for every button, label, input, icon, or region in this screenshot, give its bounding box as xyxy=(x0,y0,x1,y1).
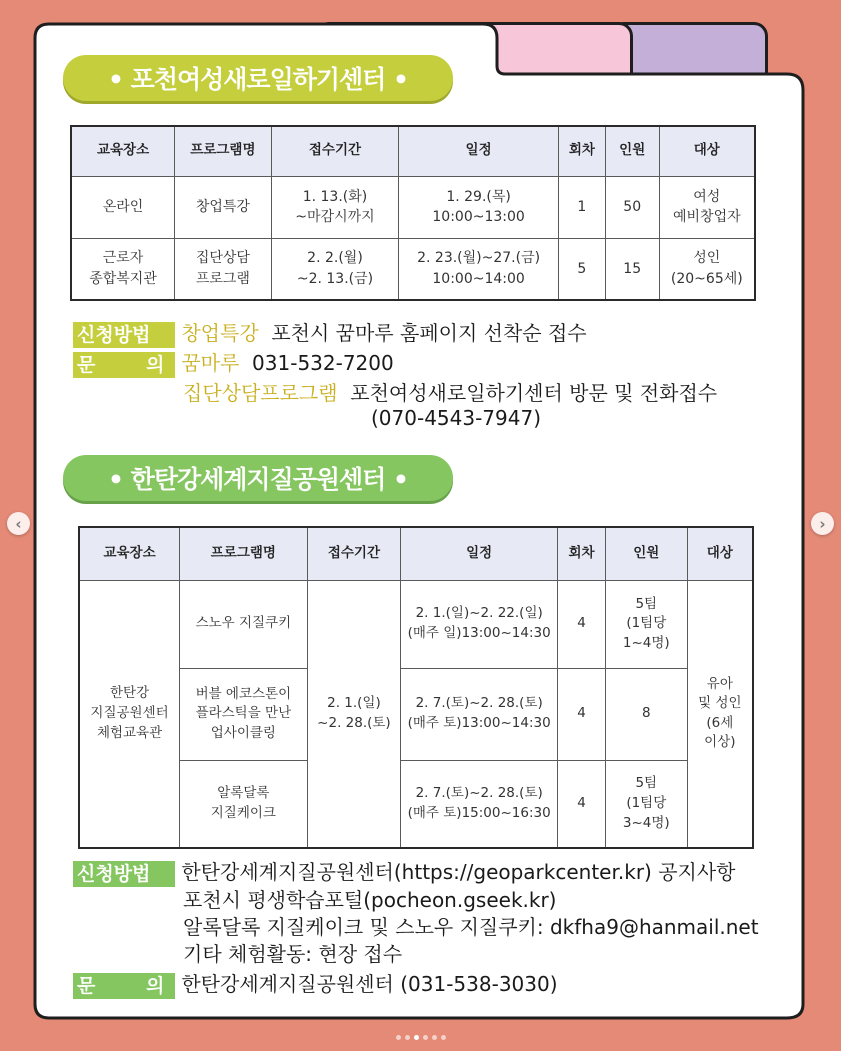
apply-method-label: 신청방법 xyxy=(73,322,175,348)
contact-line xyxy=(73,348,394,378)
carousel-dot[interactable] xyxy=(423,1035,428,1040)
table-cell: 5팀 (1팀당 1~4명) xyxy=(605,580,687,668)
apply-method-text: 포천시 꿈마루 홈페이지 선착순 접수 xyxy=(271,321,587,345)
table-row xyxy=(79,580,753,668)
table-row xyxy=(79,760,753,848)
header-cell: 인원 xyxy=(605,126,659,176)
header-cell: 회차 xyxy=(558,126,605,176)
apply-program-name: 창업특강 xyxy=(181,321,259,345)
table-row xyxy=(71,238,755,300)
table-cell: 4 xyxy=(558,580,606,668)
previous-slide-button[interactable] xyxy=(7,512,30,535)
contact-program-name-2: 집단상담프로그램 xyxy=(183,381,338,405)
carousel-dot[interactable] xyxy=(405,1035,410,1040)
table-row xyxy=(71,176,755,238)
header-cell: 회차 xyxy=(558,527,606,580)
apply-line: 한탄강세계지질공원센터(https://geoparkcenter.kr) 공지사항 xyxy=(181,860,736,884)
table-cell-period: 2. 1.(일) ~2. 28.(토) xyxy=(307,580,401,848)
table-cell: 2. 1.(일)~2. 22.(일) (매주 일)13:00~14:30 xyxy=(401,580,558,668)
chevron-left-icon: ‹ xyxy=(15,514,22,533)
table-cell: 8 xyxy=(605,668,687,760)
table-cell: 버블 에코스톤이 플라스틱을 만난 업사이클링 xyxy=(180,668,307,760)
header-cell: 대상 xyxy=(687,527,753,580)
contact-text-2: 포천여성새로일하기센터 방문 및 전화접수 xyxy=(350,381,718,405)
table-cell: 1 xyxy=(558,176,605,238)
carousel-indicator xyxy=(0,1035,841,1040)
table-cell: 1. 13.(화) ~마감시까지 xyxy=(271,176,399,238)
carousel-dot[interactable] xyxy=(432,1035,437,1040)
contact-label: 문 의 xyxy=(73,352,175,378)
header-cell: 접수기간 xyxy=(271,126,399,176)
table-cell: 집단상담 프로그램 xyxy=(175,238,272,300)
contact-text-geopark: 한탄강세계지질공원센터 (031-538-3030) xyxy=(181,972,558,996)
table-cell: 4 xyxy=(558,668,606,760)
table-cell: 여성 예비창업자 xyxy=(659,176,755,238)
table-cell: 2. 7.(토)~2. 28.(토) (매주 토)15:00~16:30 xyxy=(401,760,558,848)
table-header-row xyxy=(71,126,755,176)
next-slide-button[interactable] xyxy=(811,512,834,535)
header-cell: 인원 xyxy=(605,527,687,580)
contact-phone: 031-532-7200 xyxy=(252,351,394,375)
header-cell: 접수기간 xyxy=(307,527,401,580)
table-cell: 성인 (20~65세) xyxy=(659,238,755,300)
table-cell: 스노우 지질쿠키 xyxy=(180,580,307,668)
apply-line: 알록달록 지질케이크 및 스노우 지질쿠키: dkfha9@hanmail.net xyxy=(183,915,759,939)
carousel-dot[interactable] xyxy=(441,1035,446,1040)
header-cell: 교육장소 xyxy=(79,527,180,580)
table-cell: 1. 29.(목) 10:00~13:00 xyxy=(399,176,559,238)
header-cell: 프로그램명 xyxy=(180,527,307,580)
apply-method-line xyxy=(73,318,587,348)
table-cell: 5팀 (1팀당 3~4명) xyxy=(605,760,687,848)
table-row xyxy=(79,668,753,760)
apply-method-line-2 xyxy=(73,857,735,887)
apply-line: 기타 체험활동: 현장 접수 xyxy=(183,942,403,966)
table-cell: 50 xyxy=(605,176,659,238)
table-cell-place: 한탄강 지질공원센터 체험교육관 xyxy=(79,580,180,848)
pocheon-program-table xyxy=(70,125,756,301)
apply-method-label-2: 신청방법 xyxy=(73,861,175,887)
apply-line: 포천시 평생학습포털(pocheon.gseek.kr) xyxy=(183,888,557,912)
table-cell: 15 xyxy=(605,238,659,300)
section-title-pocheon-women-center: • 포천여성새로일하기센터 • xyxy=(63,55,453,101)
contact-line-geopark xyxy=(73,969,558,999)
table-cell: 온라인 xyxy=(71,176,175,238)
table-cell: 창업특강 xyxy=(175,176,272,238)
contact-label-2: 문 의 xyxy=(73,973,175,999)
carousel-dot[interactable] xyxy=(414,1035,419,1040)
header-cell: 교육장소 xyxy=(71,126,175,176)
header-cell: 대상 xyxy=(659,126,755,176)
table-cell: 4 xyxy=(558,760,606,848)
table-cell: 5 xyxy=(558,238,605,300)
table-cell: 2. 23.(월)~27.(금) 10:00~14:00 xyxy=(399,238,559,300)
carousel-dot[interactable] xyxy=(396,1035,401,1040)
geopark-program-table xyxy=(78,526,754,849)
chevron-right-icon: › xyxy=(819,514,826,533)
contact-phone-2: (070-4543-7947) xyxy=(371,406,542,430)
table-cell: 근로자 종합복지관 xyxy=(71,238,175,300)
table-cell: 2. 7.(토)~2. 28.(토) (매주 토)13:00~14:30 xyxy=(401,668,558,760)
table-cell: 2. 2.(월) ~2. 13.(금) xyxy=(271,238,399,300)
table-cell-target: 유아 및 성인 (6세 이상) xyxy=(687,580,753,848)
contact-program-name: 꿈마루 xyxy=(181,351,240,375)
header-cell: 일정 xyxy=(399,126,559,176)
table-cell: 알록달록 지질케이크 xyxy=(180,760,307,848)
section-title-hantangang-geopark-center: • 한탄강세계지질공원센터 • xyxy=(63,455,453,501)
table-header-row xyxy=(79,527,753,580)
header-cell: 일정 xyxy=(401,527,558,580)
header-cell: 프로그램명 xyxy=(175,126,272,176)
